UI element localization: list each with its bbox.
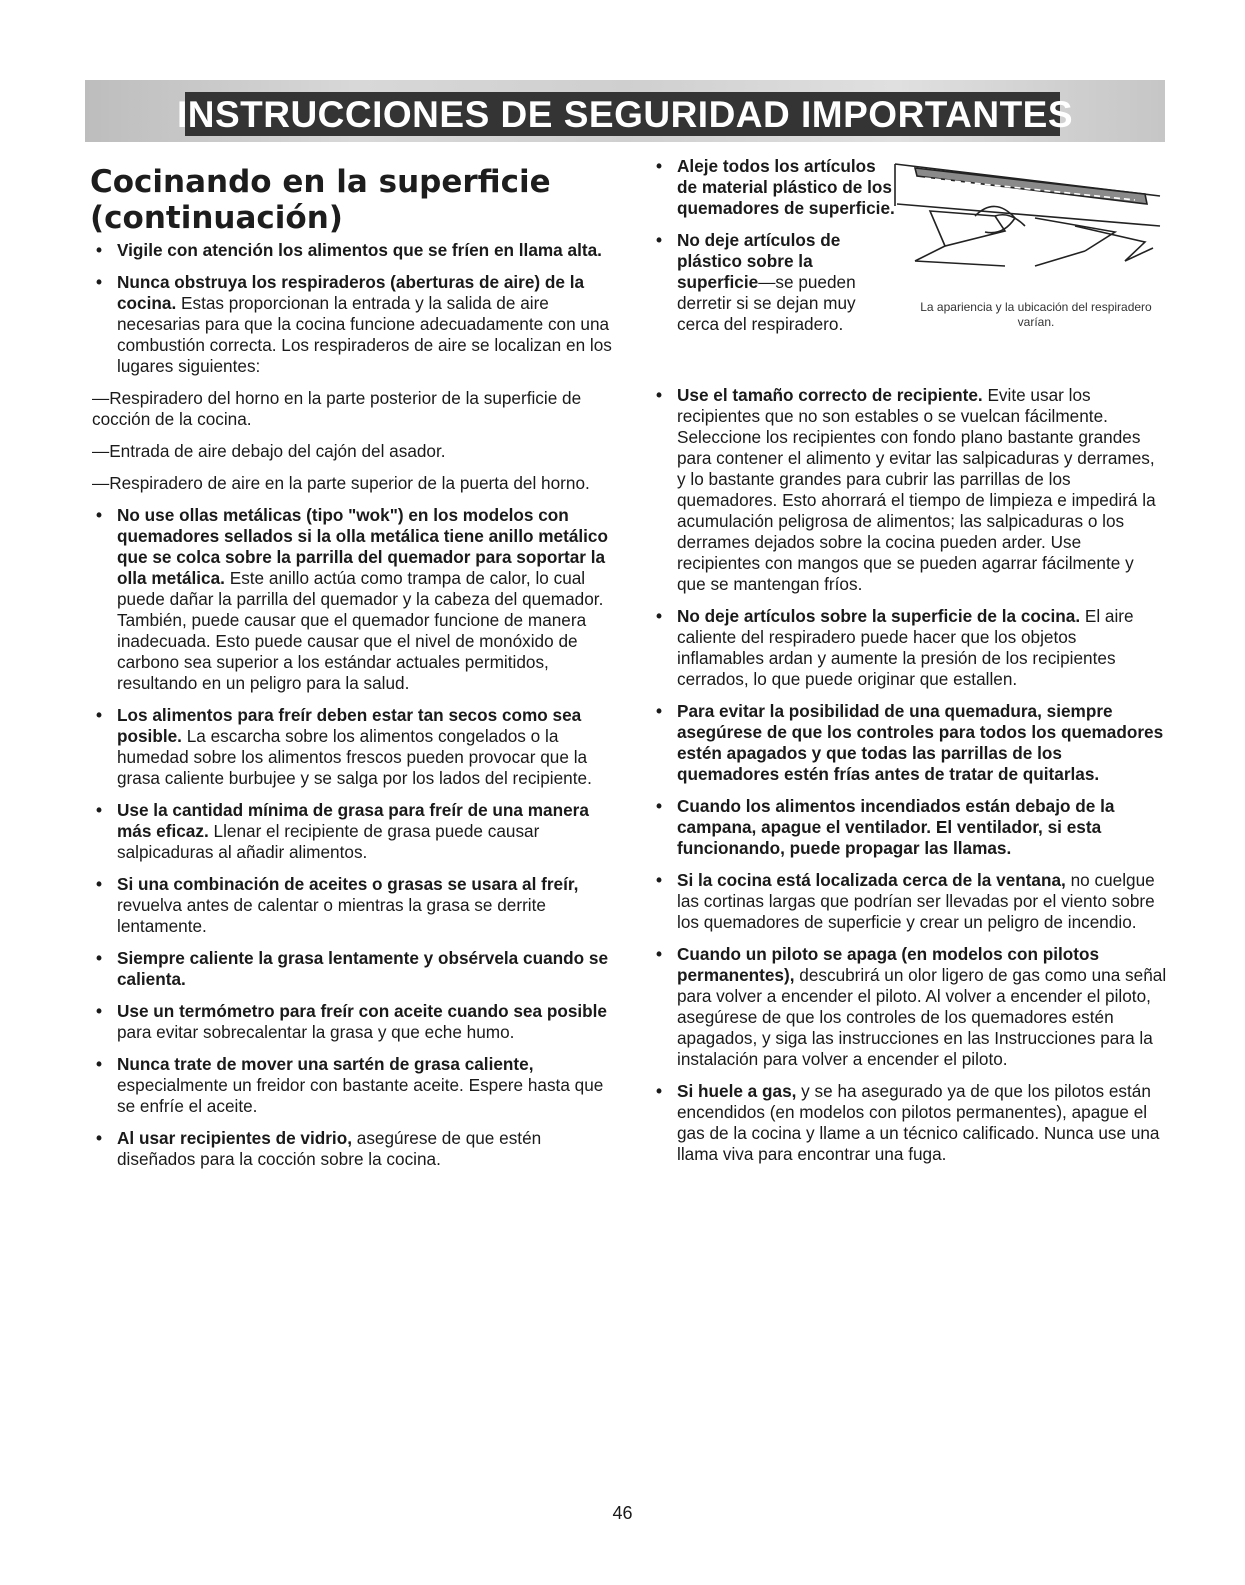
section-heading [90, 164, 610, 236]
figure-caption: La apariencia y la ubicación del respiradero varían. [920, 300, 1152, 329]
bullet-icon: • [96, 874, 103, 894]
right-top-column [652, 156, 897, 346]
list-item: • Use la cantidad mínima de grasa para freír de una manera más eficaz. Llenar el recipiente de grasa puede causar salpicaduras al añadir alimentos. [96, 800, 589, 862]
bullet-icon: • [656, 796, 663, 816]
section-heading-line2: (continuación) [90, 200, 343, 236]
list-item: • Nunca obstruya los respiraderos (aberturas de aire) de la cocina. Estas proporcionan la entrada y la salida de aire necesarias para que la cocina funcione adecuadamente con una combustión correcta. Los respiraderos de aire se localizan en los lugares siguientes: [96, 272, 612, 376]
bullet-icon: • [96, 948, 103, 968]
page-number: 46 [612, 1503, 633, 1523]
bullet-icon: • [656, 944, 663, 964]
banner-title: INSTRUCCIONES DE SEGURIDAD IMPORTANTES [176, 94, 1074, 135]
bullet-icon: • [656, 701, 663, 721]
bullet-icon: • [96, 800, 103, 820]
bullet-icon: • [656, 1081, 663, 1101]
dash-item: —Respiradero de aire en la parte superior de la puerta del horno. [92, 473, 590, 493]
bullet-icon: • [96, 272, 103, 292]
bullet-icon: • [656, 230, 663, 250]
list-item: • No deje artículos de plástico sobre la superficie—se pueden derretir si se dejan muy cerca del respiradero. [656, 230, 856, 334]
bullet-icon: • [96, 240, 103, 260]
list-item: • Use el tamaño correcto de recipiente. Evite usar los recipientes que no son estables o se vuelcan fácilmente. Seleccione los recipientes con fondo plano bastante grandes para contener el alimento y evitar las salpicaduras y derrames, y lo bastante grandes para cubrir las parrillas de los quemadores. Esto ahorrará el tiempo de limpieza e impedirá la acumulación peligrosa de alimentos; las salpicaduras o los derrames dejados sobre la cocina pueden arder. Use recipientes con mangos que se pueden agarrar fácilmente y que se mantengan fríos. [656, 385, 1156, 594]
left-column [92, 240, 622, 1181]
section-heading-line1: Cocinando en la superficie [90, 164, 551, 200]
list-item: • Los alimentos para freír deben estar tan secos como sea posible. La escarcha sobre los alimentos congelados o la humedad sobre los alimentos frescos pueden provocar que la grasa caliente burbujee y se salga por los lados del recipiente. [96, 705, 592, 788]
list-item: • No use ollas metálicas (tipo "wok") en los modelos con quemadores sellados si la olla metálica tiene anillo metálico que se colca sobre la parrilla del quemador para soportar la olla metálica. Este anillo actúa como trampa de calor, lo cual puede dañar la parrilla del quemador y la cabeza del quemador. También, puede causar que el quemador funcione de manera inadecuada. Esto puede causar que el nivel de monóxido de carbono sea superior a los estándar actuales permitidos, resultando en un peligro para la salud. [96, 505, 608, 693]
list-item: • No deje artículos sobre la superficie de la cocina. El aire caliente del respiradero puede hacer que los objetos inflamables ardan y aumente la presión de los recipientes cerrados, lo que puede originar que estallen. [656, 606, 1134, 689]
list-item: • Siempre caliente la grasa lentamente y obsérvela cuando se calienta. [96, 948, 609, 989]
bullet-icon: • [96, 1054, 103, 1074]
title-banner [85, 80, 1165, 142]
list-item: • Cuando los alimentos incendiados están debajo de la campana, apague el ventilador. El ventilador, si esta funcionando, puede propagar las llamas. [656, 796, 1115, 858]
vent-illustration-icon [885, 156, 1165, 296]
list-item: • Nunca trate de mover una sartén de grasa caliente, especialmente un freidor con bastante aceite. Espere hasta que se enfríe el aceite. [96, 1054, 604, 1116]
list-item: • Al usar recipientes de vidrio, asegúrese de que estén diseñados para la cocción sobre la cocina. [96, 1128, 542, 1169]
bullet-icon: • [656, 385, 663, 405]
list-item: • Para evitar la posibilidad de una quemadura, siempre asegúrese de que los controles para todos los quemadores estén apagados y que todas las parrillas de los quemadores estén frías antes de tratar de quitarlas. [656, 701, 1164, 784]
bullet-icon: • [96, 505, 103, 525]
bullet-icon: • [656, 156, 663, 176]
list-item: • Si la cocina está localizada cerca de la ventana, no cuelgue las cortinas largas que podrían ser llevadas por el viento sobre los quemadores de superficie y crear un peligro de incendio. [656, 870, 1155, 932]
bullet-icon: • [96, 1001, 103, 1021]
bullet-icon: • [656, 606, 663, 626]
bullet-icon: • [96, 705, 103, 725]
dash-item: —Respiradero del horno en la parte posterior de la superficie de cocción de la cocina. [92, 388, 582, 429]
list-item: • Cuando un piloto se apaga (en modelos con pilotos permanentes), descubrirá un olor ligero de gas como una señal para volver a encender el piloto. Al volver a encender el piloto, asegúrese de que los controles de los quemadores estén apagados, y siga las instrucciones en las Instrucciones para la instalación para volver a encender el piloto. [656, 944, 1167, 1069]
list-item: • Use un termómetro para freír con aceite cuando sea posible para evitar sobrecalentar la grasa y que eche humo. [96, 1001, 607, 1042]
bullet-icon: • [656, 870, 663, 890]
list-item: • Vigile con atención los alimentos que se fríen en llama alta. [96, 240, 602, 260]
dash-item: —Entrada de aire debajo del cajón del asador. [92, 441, 446, 461]
bullet-icon: • [96, 1128, 103, 1148]
vent-illustration-svg [885, 156, 1165, 296]
list-item: • Aleje todos los artículos de material plástico de los quemadores de superficie. [656, 156, 895, 218]
list-item: • Si una combinación de aceites o grasas se usara al freír, revuelva antes de calentar o mientras la grasa se derrite lentamente. [96, 874, 579, 936]
list-item: • Si huele a gas, y se ha asegurado ya de que los pilotos están encendidos (en modelos con pilotos permanentes), apague el gas de la cocina y llame a un técnico calificado. Nunca use una llama viva para encontrar una fuga. [656, 1081, 1160, 1164]
right-column [652, 385, 1167, 1176]
